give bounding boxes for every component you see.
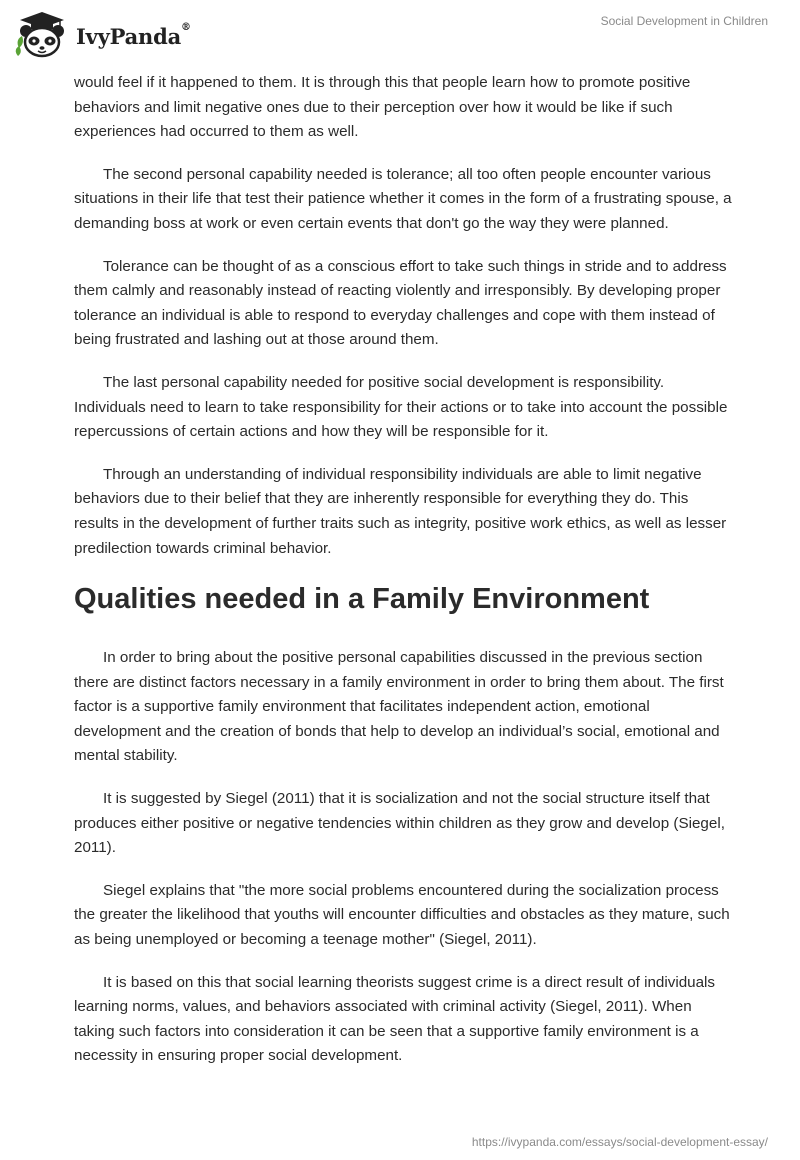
- paragraph: It is suggested by Siegel (2011) that it is socialization and not the social structure itself that produces either positive or negative tendencies within children as they grow and develop (Siegel, 2011).: [74, 790, 725, 857]
- paragraph: would feel if it happened to them. It is through this that people learn how to promote positive behaviors and limit negative ones due to their perception over how it would be like if such experiences had occurred to them as well.: [74, 74, 691, 141]
- footer-url-link[interactable]: https://ivypanda.com/essays/social-development-essay/: [471, 1135, 768, 1149]
- page-header: [0, 0, 800, 70]
- registered-mark: ®: [181, 21, 191, 33]
- logo-text: IvyPanda®: [76, 21, 191, 49]
- paragraph: It is based on this that social learning theorists suggest crime is a direct result of individuals learning norms, values, and behaviors associated with criminal activity (Siegel, 2011). When taking such factors into consideration it can be seen that a supportive family environment is a necessity in ensuring proper social development.: [74, 973, 716, 1065]
- document-title: Social Development in Children: [600, 14, 768, 28]
- paragraph: Tolerance can be thought of as a conscious effort to take such things in stride and to address them calmly and reasonably instead of reacting violently and irresponsibly. By developing proper tolerance an individual is able to respond to everyday challenges and cope with them instead of being frustrated and lashing out at those around them.: [74, 257, 727, 349]
- section-heading: Qualities needed in a Family Environment: [74, 583, 650, 616]
- paragraph: In order to bring about the positive personal capabilities discussed in the previous section there are distinct factors necessary in a family environment in order to bring them about. The first factor is a supportive family environment that facilitates independent action, emotional development and the creation of bonds that help to develop an individual’s social, emotional and mental stability.: [74, 649, 724, 765]
- paragraph: The second personal capability needed is tolerance; all too often people encounter various situations in their life that test their patience whether it comes in the form of a frustrating spouse, a demanding boss at work or even certain events that don't go the way they were planned.: [74, 165, 732, 232]
- panda-logo-icon: [14, 10, 70, 60]
- paragraph: The last personal capability needed for positive social development is responsibility. Individuals need to learn to take responsibility for their actions or to take into account the possible repercussions of certain actions and how they will be responsible for it.: [74, 373, 728, 441]
- paragraph: Through an understanding of individual responsibility individuals are able to limit negative behaviors due to their belief that they are inherently responsible for everything they do. This results in the development of further traits such as integrity, positive work ethics, as well as lesser predilection towards criminal behavior.: [74, 465, 727, 557]
- paragraph: Siegel explains that "the more social problems encountered during the socialization process the greater the likelihood that youths will encounter difficulties and obstacles as they mature, such as being unemployed or becoming a teenage mother" (Siegel, 2011).: [74, 881, 730, 949]
- logo[interactable]: [14, 10, 191, 60]
- essay-content: [74, 71, 734, 1087]
